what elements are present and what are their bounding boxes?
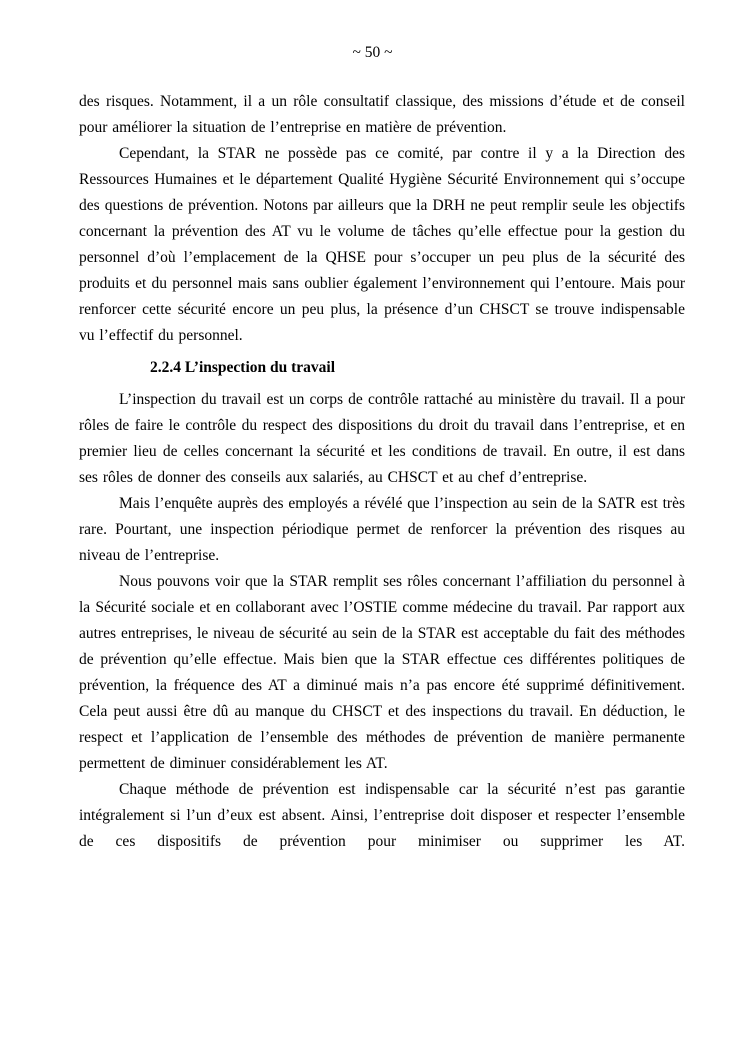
paragraph: Cependant, la STAR ne possède pas ce comité, par contre il y a la Direction des Ressources Humaines et le département Qualité Hygiène Sécurité Environnement qui s’occupe des questions de prévention. Notons par ailleurs que la DRH ne peut remplir seule les objectifs concernant la prévention des AT vu le volume de tâches qu’elle effectue pour la gestion du personnel d’où l’emplacement de la QHSE pour s’occuper un peu plus de la sécurité des produits et du personnel mais sans oublier également l’environnement qui l’entoure. Mais pour renforcer cette sécurité encore un peu plus, la présence d’un CHSCT se trouve indispensable vu l’effectif du personnel. (79, 145, 685, 344)
text-block (79, 89, 685, 855)
paragraph: Nous pouvons voir que la STAR remplit ses rôles concernant l’affiliation du personnel à la Sécurité sociale et en collaborant avec l’OSTIE comme médecine du travail. Par rapport aux autres entreprises, le niveau de sécurité au sein de la STAR est acceptable du fait des méthodes de prévention qu’elle effectue. Mais bien que la STAR effectue ces différentes politiques de prévention, la fréquence des AT a diminué mais n’a pas encore été supprimé définitivement. Cela peut aussi être dû au manque du CHSCT et des inspections du travail. En déduction, le respect et l’application de l’ensemble des méthodes de prévention de manière permanente permettent de diminuer considérablement les AT. (79, 573, 685, 772)
section-heading: 2.2.4 L’inspection du travail (150, 359, 336, 376)
page-number: ~ 50 ~ (352, 44, 393, 61)
paragraph: Chaque méthode de prévention est indispensable car la sécurité n’est pas garantie intégralement si l’un d’eux est absent. Ainsi, l’entreprise doit disposer et respecter l’ensemble de ces dispositifs de prévention pour minimiser ou supprimer les AT. (79, 781, 685, 850)
paragraph: des risques. Notamment, il a un rôle consultatif classique, des missions d’étude et de conseil pour améliorer la situation de l’entreprise en matière de prévention. (79, 93, 685, 136)
paragraph: L’inspection du travail est un corps de contrôle rattaché au ministère du travail. Il a pour rôles de faire le contrôle du respect des dispositions du droit du travail dans l’entreprise, et en premier lieu de celles concernant la sécurité et les conditions de travail. En outre, il est dans ses rôles de donner des conseils aux salariés, au CHSCT et au chef d’entreprise. (79, 391, 685, 486)
paragraph: Mais l’enquête auprès des employés a révélé que l’inspection au sein de la SATR est très rare. Pourtant, une inspection périodique permet de renforcer la prévention des risques au niveau de l’entreprise. (79, 495, 685, 564)
